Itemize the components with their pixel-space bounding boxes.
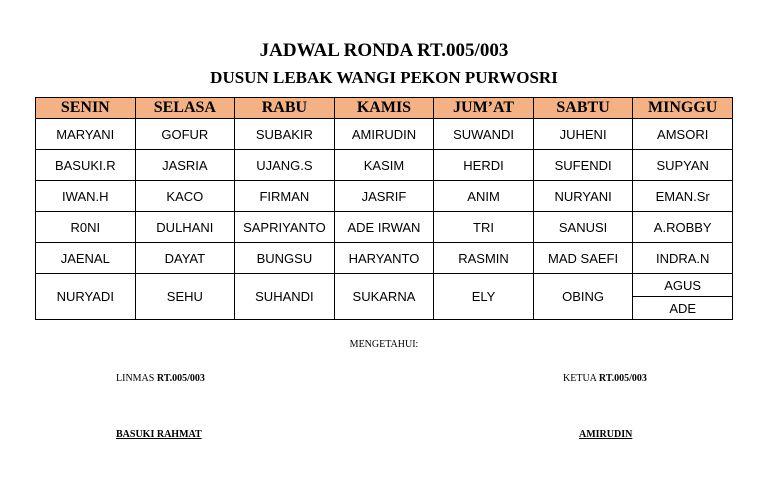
table-cell: ELY [434,274,534,320]
table-cell: A.ROBBY [633,212,733,243]
table-row [36,150,733,181]
table-cell: SANUSI [533,212,633,243]
table-cell: BASUKI.R [36,150,136,181]
linmas-unit: RT.005/003 [156,373,205,384]
header-jumat: JUM’AT [434,98,534,119]
ketua-signatory: AMIRUDIN [579,429,633,440]
table-cell: ADE IRWAN [334,212,434,243]
table-cell: DULHANI [135,212,235,243]
table-cell: SUWANDI [434,119,534,150]
acknowledgement-label: MENGETAHUI: [349,339,419,350]
header-minggu: MINGGU [633,98,733,119]
table-cell: FIRMAN [235,181,335,212]
table-cell: JASRIA [135,150,235,181]
table-row [36,243,733,274]
table-cell: GOFUR [135,119,235,150]
table-cell: JAENAL [36,243,136,274]
table-cell: BUNGSU [235,243,335,274]
table-cell: MARYANI [36,119,136,150]
table-cell: TRI [434,212,534,243]
table-cell: HARYANTO [334,243,434,274]
table-cell: JUHENI [533,119,633,150]
table-cell: AMIRUDIN [334,119,434,150]
table-cell: SUKARNA [334,274,434,320]
table-cell: SUPYAN [633,150,733,181]
header-sabtu: SABTU [533,98,633,119]
header-kamis: KAMIS [334,98,434,119]
table-cell: NURYADI [36,274,136,320]
header-selasa: SELASA [135,98,235,119]
table-row [36,119,733,150]
header-rabu: RABU [235,98,335,119]
table-cell: RASMIN [434,243,534,274]
table-row [36,212,733,243]
table-cell: SEHU [135,274,235,320]
table-row [36,181,733,212]
table-cell: UJANG.S [235,150,335,181]
table-cell: SUHANDI [235,274,335,320]
linmas-role [116,373,205,384]
ketua-role-label: KETUA [563,373,597,384]
table-cell: KASIM [334,150,434,181]
linmas-signatory: BASUKI RAHMAT [116,429,202,440]
linmas-role-label: LINMAS [116,373,155,384]
table-cell: MAD SAEFI [533,243,633,274]
table-cell: JASRIF [334,181,434,212]
header-senin: SENIN [36,98,136,119]
table-cell: KACO [135,181,235,212]
table-cell: SUBAKIR [235,119,335,150]
table-cell: OBING [533,274,633,320]
table-cell: EMAN.Sr [633,181,733,212]
table-row [36,274,733,297]
page-title: JADWAL RONDA RT.005/003 [259,40,509,61]
table-cell: ANIM [434,181,534,212]
table-cell: NURYANI [533,181,633,212]
table-cell: SAPRIYANTO [235,212,335,243]
table-cell: ADE [633,297,733,320]
roster-table [35,97,733,320]
table-cell: INDRA.N [633,243,733,274]
table-cell: AGUS [633,274,733,297]
table-cell: HERDI [434,150,534,181]
ketua-unit: RT.005/003 [598,373,647,384]
table-cell: SUFENDI [533,150,633,181]
table-cell: AMSORI [633,119,733,150]
table-header-row [36,98,733,119]
page-subtitle: DUSUN LEBAK WANGI PEKON PURWOSRI [210,68,558,87]
table-cell: IWAN.H [36,181,136,212]
table-cell: R0NI [36,212,136,243]
table-cell: DAYAT [135,243,235,274]
ketua-role [563,373,647,384]
